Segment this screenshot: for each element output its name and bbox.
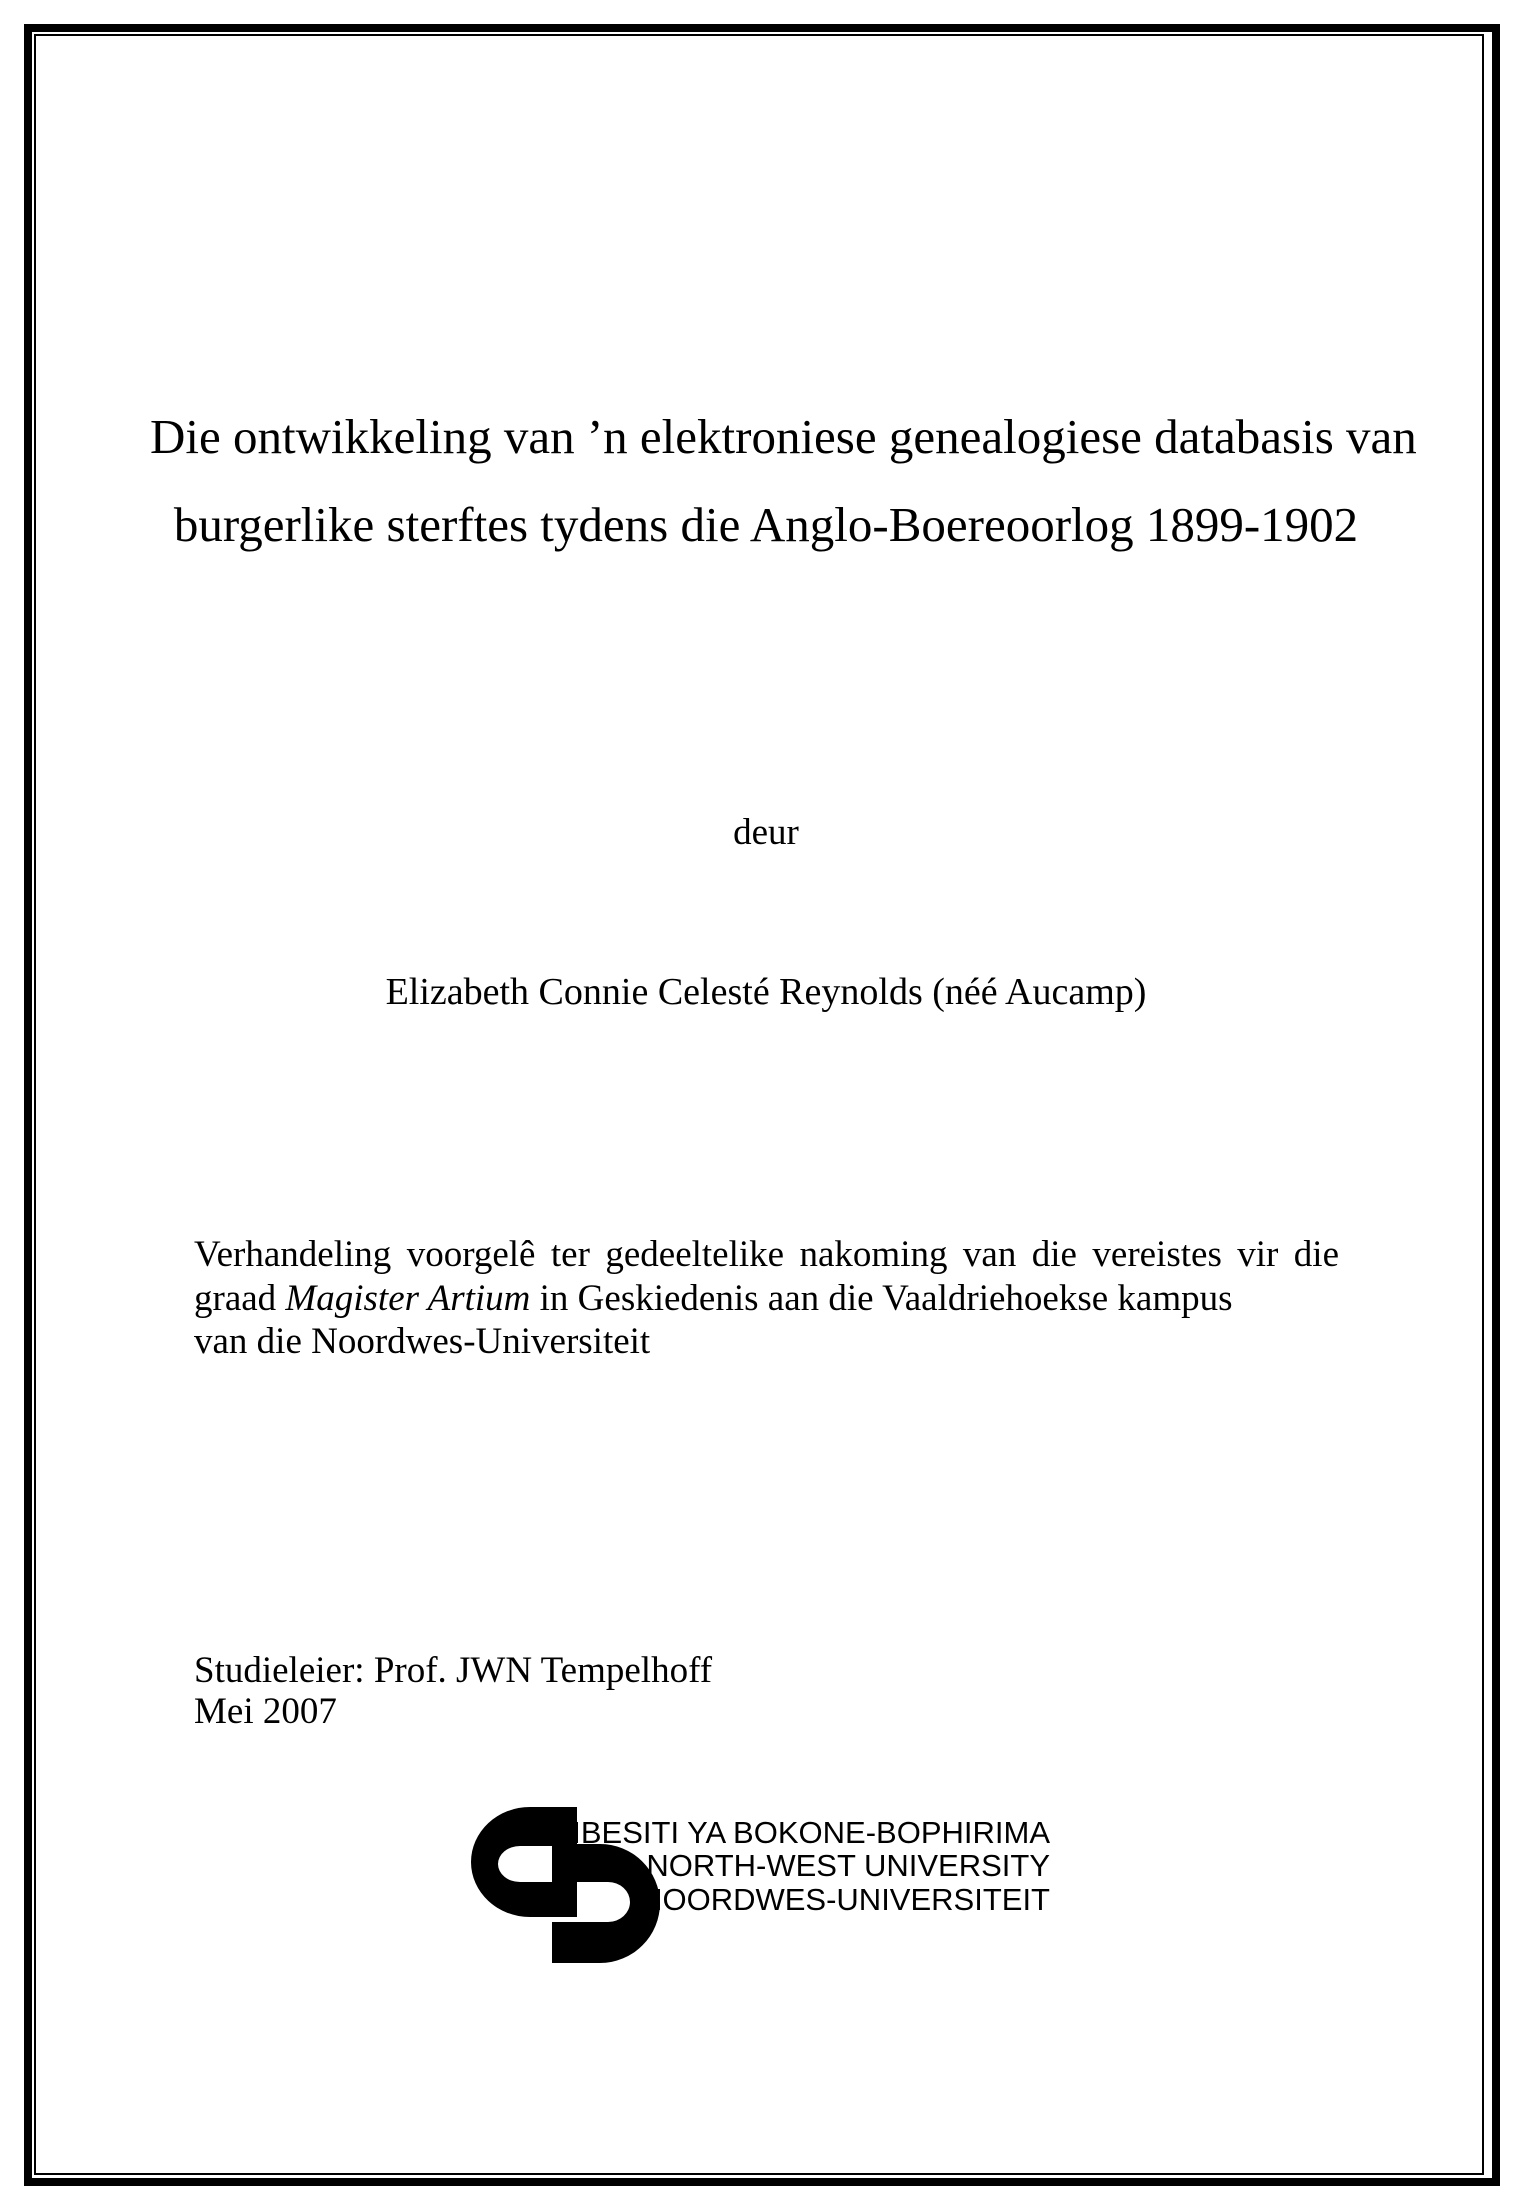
logo-text-afrikaans: NOORDWES-UNIVERSITEIT (640, 1882, 1050, 1917)
submission-line-1: Verhandeling voorgelê ter gedeeltelike nakoming van die vereistes vir die (194, 1234, 1339, 1275)
by-label: deur (733, 812, 799, 853)
degree-name: Magister Artium (285, 1278, 531, 1319)
supervisor: Studieleier: Prof. JWN Tempelhoff (194, 1650, 713, 1691)
logo-text-tswana: YUNIBESITI YA BOKONE-BOPHIRIMA (506, 1815, 1050, 1850)
thesis-title-line-2: burgerlike sterftes tydens die Anglo-Boereoorlog 1899-1902 (173, 497, 1359, 552)
logo-text-english: NORTH-WEST UNIVERSITY (646, 1848, 1050, 1883)
date: Mei 2007 (194, 1691, 337, 1732)
submission-suffix: in Geskiedenis aan die Vaaldriehoekse kampus (530, 1278, 1233, 1319)
submission-line-3: van die Noordwes-Universiteit (194, 1321, 651, 1362)
author-name: Elizabeth Connie Celesté Reynolds (néé Aucamp) (385, 971, 1147, 1013)
thesis-title-line-1: Die ontwikkeling van ’n elektroniese genealogiese databasis van (150, 409, 1417, 464)
submission-prefix: graad (194, 1278, 286, 1319)
